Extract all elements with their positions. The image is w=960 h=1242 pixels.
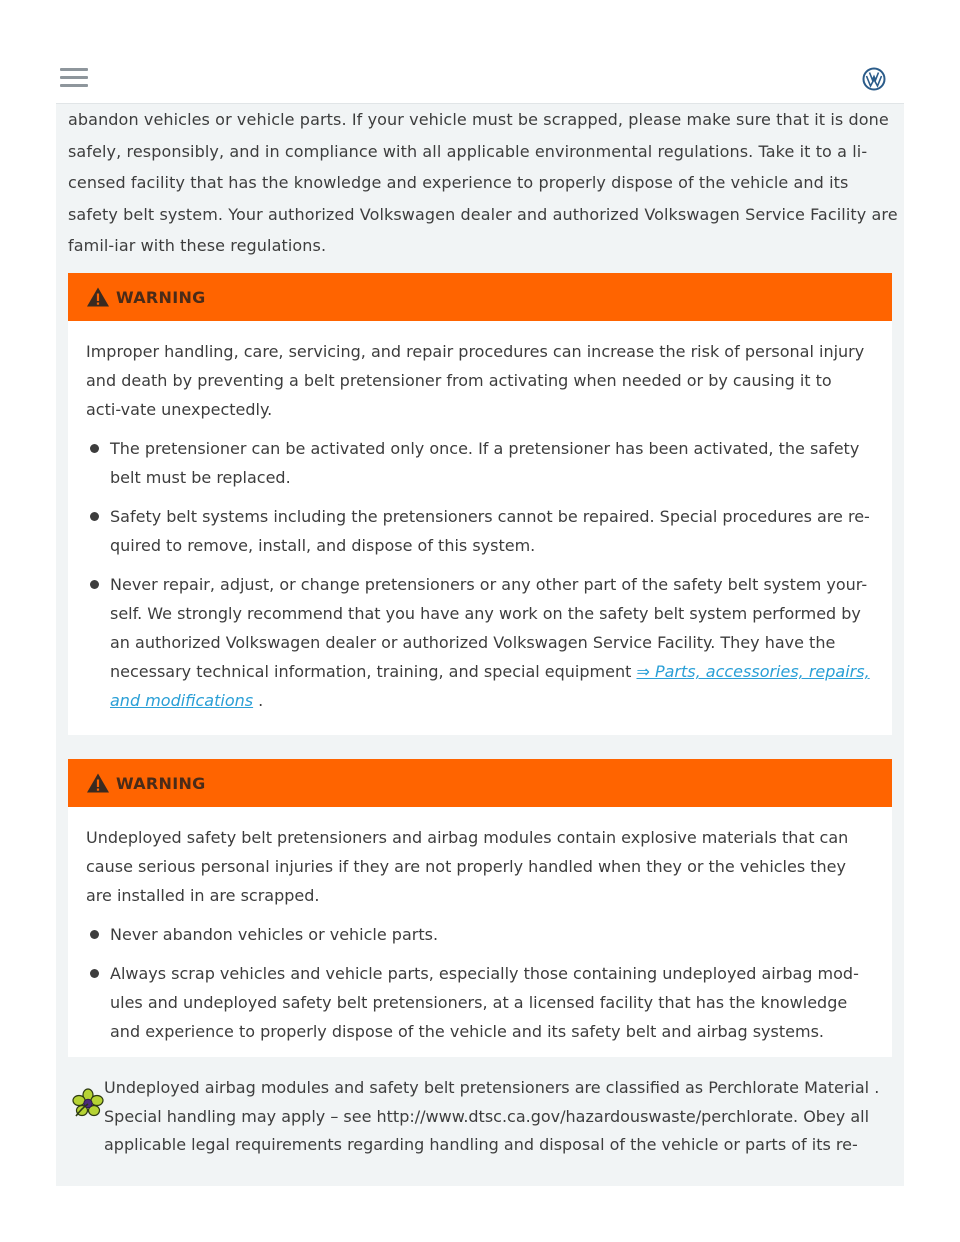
bullet-text: Never abandon vehicles or vehicle parts. xyxy=(110,925,439,944)
bullet-icon xyxy=(90,580,99,589)
bullet-text: Never repair, adjust, or change pretensioners or any other part of the safety belt system your-self. We strongly recommend that you have any work on the safety belt system performed by an authorized Volkswagen dealer or authorized Volkswagen Service Facility. They have the necessary technical information, training, and special equipment xyxy=(110,575,868,681)
bullet-icon xyxy=(90,930,99,939)
intro-paragraph: abandon vehicles or vehicle parts. If your vehicle must be scrapped, please make sure that it is done safely, responsibly, and in compliance with all applicable environmental regulations. Take it to a li-censed facility that has the knowledge and experience to properly dispose of the vehicle and its safety belt system. Your authorized Volkswagen dealer and authorized Volkswagen Service Facility are famil-iar with these regulations. xyxy=(68,110,898,255)
warning-title: WARNING xyxy=(116,773,206,793)
link-suffix: . xyxy=(253,691,264,710)
environment-note xyxy=(68,1074,898,1160)
bullet-icon xyxy=(90,969,99,978)
list-item xyxy=(86,434,870,492)
manual-content xyxy=(56,103,904,1186)
warning-triangle-icon xyxy=(86,772,110,794)
warning-bullet-list xyxy=(86,920,870,1046)
warning-body xyxy=(68,321,892,735)
list-item xyxy=(86,570,870,715)
bullet-text: Safety belt systems including the pretensioners cannot be repaired. Special procedures are re-quired to remove, install, and dispose of this system. xyxy=(110,507,870,555)
bullet-text: Always scrap vehicles and vehicle parts, especially those containing undeployed airbag mod-ules and undeployed safety belt pretensioners, at a licensed facility that has the knowledge and experience to properly dispose of the vehicle and its safety belt and airbag systems. xyxy=(110,964,859,1041)
warning-body xyxy=(68,807,892,1066)
warning-bullet-list xyxy=(86,434,870,715)
list-item xyxy=(86,502,870,560)
top-bar xyxy=(0,0,960,103)
warning-box-pretensioner xyxy=(68,273,892,735)
bullet-icon xyxy=(90,444,99,453)
note-text: Undeployed airbag modules and safety belt pretensioners are classified as Perchlorate Material . Special handling may apply – see http://www.dtsc.ca.gov/hazardouswaste/perchlorate. Obey all applicable legal requirements regarding handling and disposal of the vehicle or parts of its re- xyxy=(104,1078,880,1154)
warning-intro: Improper handling, care, servicing, and repair procedures can increase the risk of personal injury and death by preventing a belt pretensioner from activating when needed or by causing it to acti-vate unexpectedly. xyxy=(86,342,865,419)
list-item xyxy=(86,959,870,1046)
list-item xyxy=(86,920,870,949)
warning-intro: Undeployed safety belt pretensioners and airbag modules contain explosive materials that can cause serious personal injuries if they are not properly handled when they or the vehicles they are installed in are scrapped. xyxy=(86,828,849,905)
warning-header xyxy=(68,273,892,321)
intro-section xyxy=(68,104,898,262)
environment-flower-icon xyxy=(72,1088,104,1118)
bullet-text: The pretensioner can be activated only once. If a pretensioner has been activated, the safety belt must be replaced. xyxy=(110,439,860,487)
hamburger-menu-icon[interactable] xyxy=(60,68,88,90)
parts-accessories-link[interactable]: ⇒ Parts, accessories, repairs, and modifications xyxy=(110,662,870,710)
warning-box-scrapping xyxy=(68,759,892,1057)
vw-logo-icon[interactable] xyxy=(862,67,886,91)
warning-header xyxy=(68,759,892,807)
bullet-icon xyxy=(90,512,99,521)
warning-triangle-icon xyxy=(86,286,110,308)
warning-title: WARNING xyxy=(116,287,206,307)
